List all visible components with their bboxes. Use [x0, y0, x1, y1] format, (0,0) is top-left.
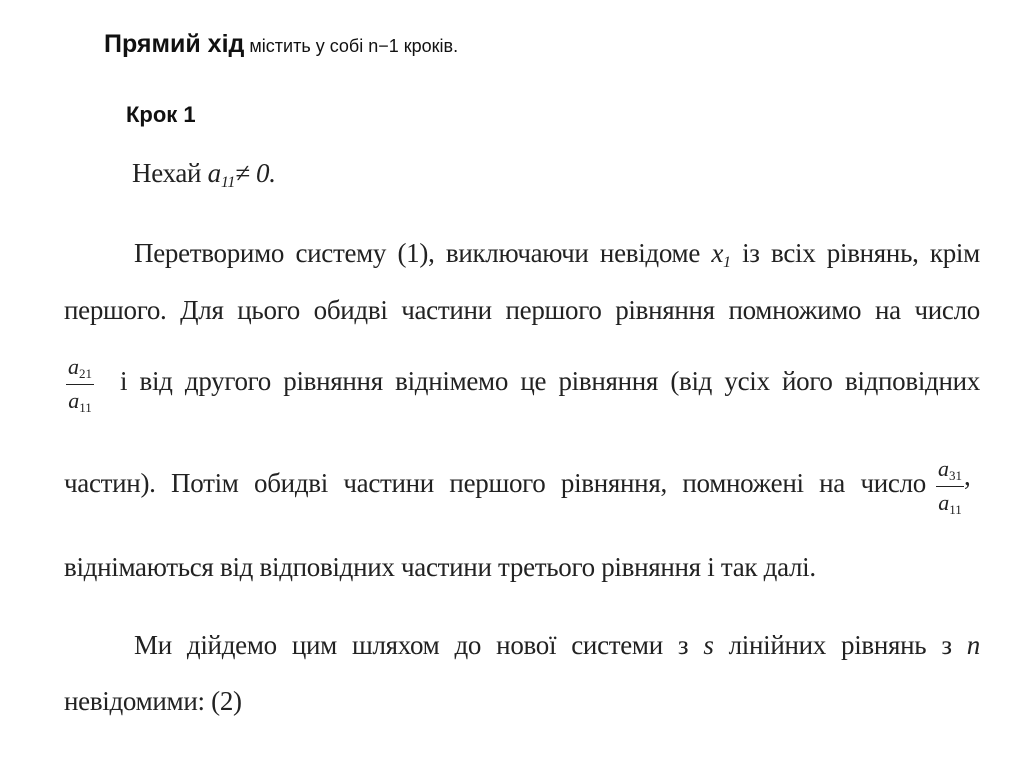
word: першого [505, 295, 602, 325]
paragraph2-line5 [64, 552, 816, 583]
step-title: Крок 1 [126, 102, 196, 127]
word: помножимо [728, 295, 862, 325]
word: його [781, 366, 833, 396]
word: рівняння, [560, 468, 667, 498]
word: частини [401, 295, 492, 325]
word: лінійних [728, 630, 826, 660]
variable-n: n [966, 630, 980, 660]
word: із [742, 238, 760, 268]
word: частини [343, 468, 434, 498]
word: першого. [64, 295, 167, 325]
word: з [677, 630, 689, 660]
heading-bold-text: Прямий хід [104, 30, 245, 58]
word: систему [295, 238, 387, 268]
word: обидві [254, 468, 328, 498]
variable-s: s [703, 630, 714, 660]
word: виключаючи [445, 238, 589, 268]
word: і [120, 366, 128, 396]
paragraph3-line2 [64, 686, 242, 717]
variable-x1: $x_1$ [711, 238, 731, 271]
paragraph2-line1 [134, 238, 980, 272]
word: обидві [313, 295, 388, 325]
paragraph2-line2 [64, 295, 980, 326]
word: системи [571, 630, 663, 660]
word: нової [496, 630, 557, 660]
word: цим [291, 630, 337, 660]
paragraph-condition [132, 158, 276, 192]
paragraph2-line4 [64, 468, 926, 499]
line2-text: невідомими: (2) [64, 686, 242, 716]
paragraph2-line3 [120, 366, 980, 397]
word: число [914, 295, 980, 325]
word: (1), [397, 238, 435, 268]
word: віднімемо [395, 366, 509, 396]
word: рівняння [615, 295, 715, 325]
word: шляхом [352, 630, 440, 660]
condition-neq: ≠ 0. [235, 158, 276, 188]
word: рівнянь [841, 630, 927, 660]
word: Перетворимо [134, 238, 285, 268]
comma: , [964, 460, 971, 491]
word: невідоме [599, 238, 700, 268]
word: (від [670, 366, 713, 396]
word: рівнянь, [826, 238, 919, 268]
word: частин). [64, 468, 156, 498]
word: першого [449, 468, 546, 498]
word: Для [180, 295, 224, 325]
paragraph3-line1 [134, 630, 980, 661]
heading-rest-text: містить у собі n−1 кроків. [244, 36, 459, 56]
word: всіх [771, 238, 816, 268]
word: до [454, 630, 482, 660]
word: це [520, 366, 547, 396]
condition-symbol: $a_{11}$ [207, 158, 236, 191]
word: дійдемо [186, 630, 277, 660]
word: другого [184, 366, 271, 396]
word: крім [929, 238, 980, 268]
word: рівняння [558, 366, 659, 396]
word: цього [237, 295, 300, 325]
word: рівняння [283, 366, 383, 396]
word: число [860, 468, 926, 498]
word: Потім [171, 468, 239, 498]
slide-heading [104, 30, 458, 59]
word: з [941, 630, 952, 660]
fraction-a31-over-a11: $\frac{a31}{a11}$ , [938, 456, 971, 517]
condition-text: Нехай [132, 158, 202, 188]
line5-text: віднімаються від відповідних частини третього рівняння і так далі. [64, 552, 816, 582]
word: усіх [724, 366, 770, 396]
word: на [819, 468, 845, 498]
word: Ми [134, 630, 172, 660]
word: відповідних [844, 366, 980, 396]
word: помножені [682, 468, 804, 498]
word: від [139, 366, 173, 396]
word: на [874, 295, 901, 325]
fraction-a21-over-a11: $\frac{a21}{a11}$ [68, 354, 92, 415]
